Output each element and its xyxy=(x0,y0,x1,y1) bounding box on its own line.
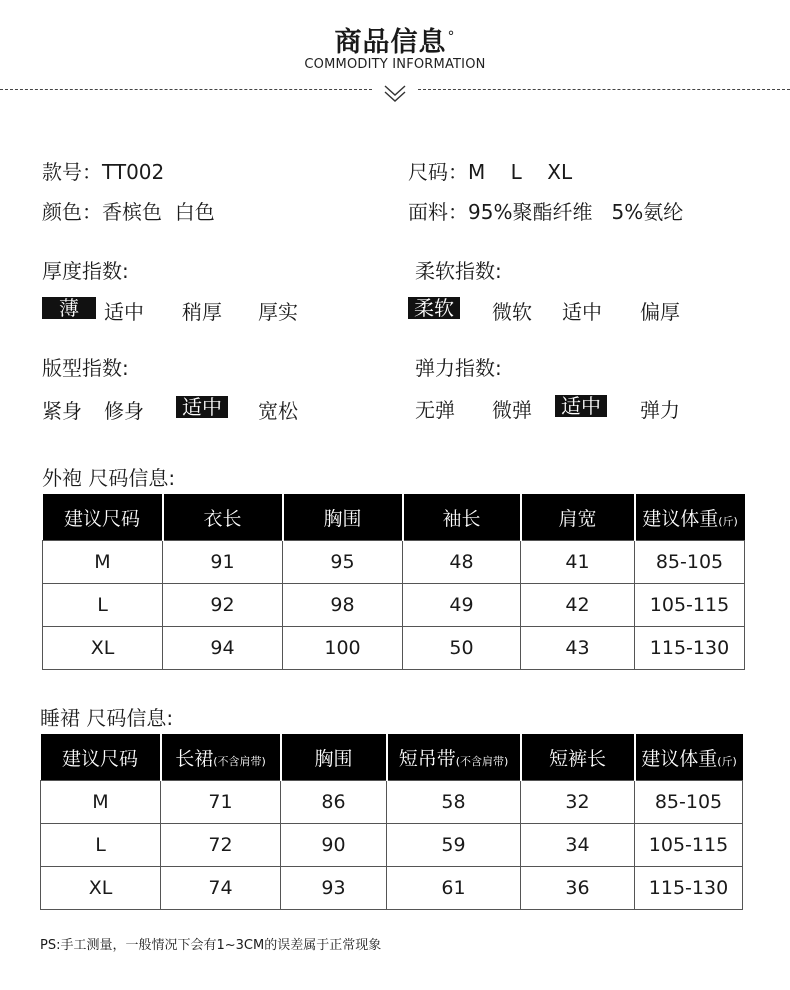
dress-size-table xyxy=(40,734,743,910)
fit-option-selected: 适中 xyxy=(176,396,228,418)
table-cell: 93 xyxy=(281,867,387,910)
table-cell: 58 xyxy=(387,781,521,824)
table-cell: 48 xyxy=(403,541,521,584)
table-cell: 94 xyxy=(163,627,283,670)
thickness-index-label: 厚度指数: xyxy=(42,259,129,283)
table-row xyxy=(43,627,745,670)
page-title: 商品信息° xyxy=(334,27,456,58)
thickness-option: 厚实 xyxy=(258,300,298,324)
color-list: 颜色：香槟色 白色 xyxy=(42,200,215,224)
table-cell: M xyxy=(43,541,163,584)
header-cell: 胸围 xyxy=(283,494,403,541)
table-cell: 50 xyxy=(403,627,521,670)
page-subtitle: COMMODITY INFORMATION xyxy=(304,57,486,72)
softness-option: 微软 xyxy=(492,300,532,324)
header-cell: 袖长 xyxy=(403,494,521,541)
header-cell: 短吊带(不含肩带) xyxy=(387,734,521,781)
header-cell: 长裙(不含肩带) xyxy=(161,734,281,781)
table-cell: 74 xyxy=(161,867,281,910)
title-degree-mark: ° xyxy=(447,29,456,45)
table-cell: 90 xyxy=(281,824,387,867)
table-cell: 105-115 xyxy=(635,584,745,627)
table-cell: L xyxy=(43,584,163,627)
header-cell: 建议体重(斤) xyxy=(635,734,743,781)
table-cell: 100 xyxy=(283,627,403,670)
size-list: 尺码：M L XL xyxy=(408,160,573,184)
table-row xyxy=(43,541,745,584)
table-row xyxy=(41,867,743,910)
fit-option: 修身 xyxy=(104,399,144,423)
table-cell: 72 xyxy=(161,824,281,867)
table-cell: 42 xyxy=(521,584,635,627)
measurement-note: PS:手工测量，一般情况下会有1~3CM的误差属于正常现象 xyxy=(40,938,382,953)
table-cell: 95 xyxy=(283,541,403,584)
header-cell: 肩宽 xyxy=(521,494,635,541)
table-row xyxy=(41,781,743,824)
table-cell: 43 xyxy=(521,627,635,670)
table-cell: 91 xyxy=(163,541,283,584)
table-cell: 98 xyxy=(283,584,403,627)
table-cell: 49 xyxy=(403,584,521,627)
fit-option: 宽松 xyxy=(258,399,298,423)
elasticity-option-selected: 适中 xyxy=(555,395,607,417)
table-cell: 115-130 xyxy=(635,627,745,670)
elasticity-option: 微弹 xyxy=(492,398,532,422)
table-cell: 41 xyxy=(521,541,635,584)
robe-size-title: 外袍 尺码信息: xyxy=(42,466,176,490)
table-cell: 61 xyxy=(387,867,521,910)
dress-size-title: 睡裙 尺码信息: xyxy=(40,706,174,730)
fabric-info: 面料：95%聚酯纤维 5%氨纶 xyxy=(408,200,684,224)
table-cell: 36 xyxy=(521,867,635,910)
softness-index-label: 柔软指数: xyxy=(415,259,502,283)
elasticity-option: 弹力 xyxy=(640,398,680,422)
table-cell: 71 xyxy=(161,781,281,824)
table-cell: 105-115 xyxy=(635,824,743,867)
header-cell: 建议尺码 xyxy=(43,494,163,541)
fit-option: 紧身 xyxy=(42,399,82,423)
table-cell: 86 xyxy=(281,781,387,824)
elasticity-option: 无弹 xyxy=(415,398,455,422)
header-cell: 短裤长 xyxy=(521,734,635,781)
table-row xyxy=(43,584,745,627)
table-cell: M xyxy=(41,781,161,824)
thickness-option: 适中 xyxy=(104,300,144,324)
header-cell: 建议体重(斤) xyxy=(635,494,745,541)
table-cell: 59 xyxy=(387,824,521,867)
table-cell: XL xyxy=(41,867,161,910)
table-cell: 85-105 xyxy=(635,541,745,584)
table-cell: L xyxy=(41,824,161,867)
table-cell: 32 xyxy=(521,781,635,824)
divider-left xyxy=(0,89,372,90)
table-cell: XL xyxy=(43,627,163,670)
header-cell: 衣长 xyxy=(163,494,283,541)
table-cell: 34 xyxy=(521,824,635,867)
softness-option-selected: 柔软 xyxy=(408,297,460,319)
double-chevron-down-icon xyxy=(381,82,409,106)
robe-size-table xyxy=(42,494,745,670)
fit-index-label: 版型指数: xyxy=(42,356,129,380)
thickness-option-selected: 薄 xyxy=(42,297,96,319)
divider-right xyxy=(418,89,790,90)
table-cell: 115-130 xyxy=(635,867,743,910)
style-number: 款号：TT002 xyxy=(42,160,165,184)
table-cell: 85-105 xyxy=(635,781,743,824)
softness-option: 适中 xyxy=(562,300,602,324)
header-cell: 建议尺码 xyxy=(41,734,161,781)
header-cell: 胸围 xyxy=(281,734,387,781)
table-row xyxy=(41,824,743,867)
elasticity-index-label: 弹力指数: xyxy=(415,356,502,380)
table-header-row xyxy=(41,734,743,781)
thickness-option: 稍厚 xyxy=(182,300,222,324)
table-header-row xyxy=(43,494,745,541)
table-cell: 92 xyxy=(163,584,283,627)
softness-option: 偏厚 xyxy=(640,300,680,324)
